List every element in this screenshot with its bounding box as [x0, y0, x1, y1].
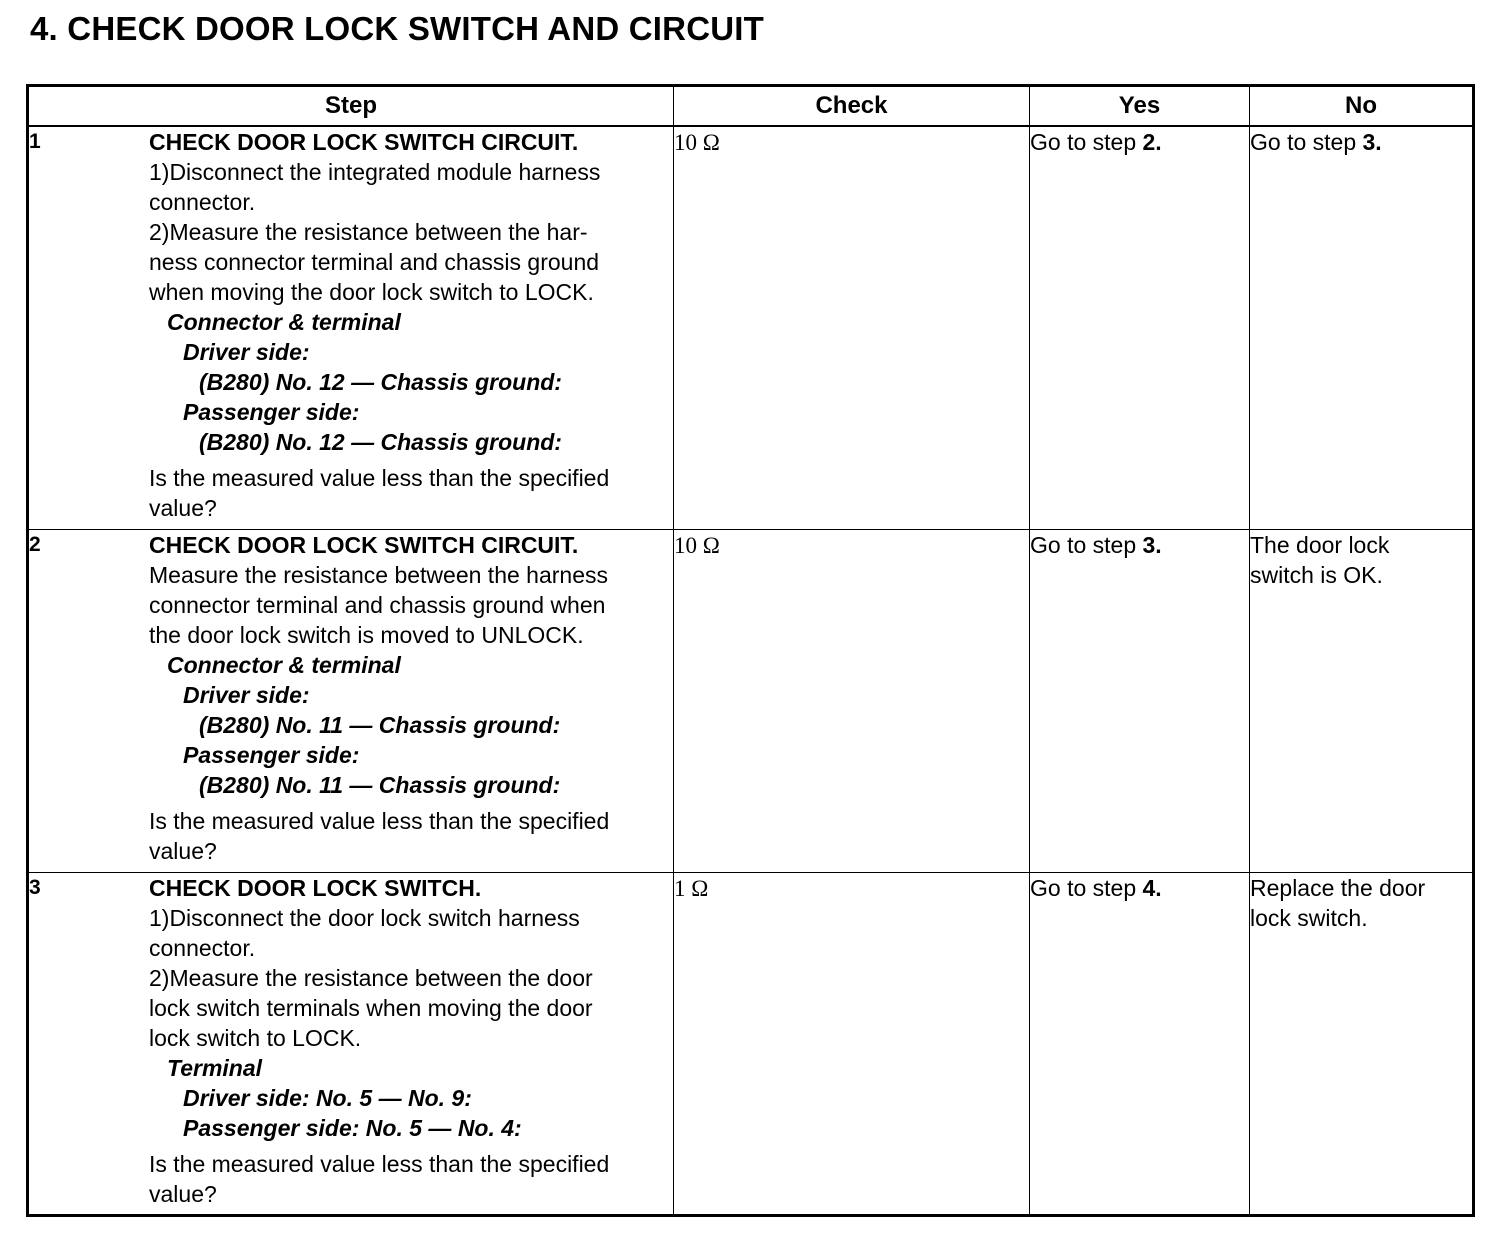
check-cell	[674, 872, 1030, 1215]
yes-step-ref: 3.	[1142, 531, 1162, 558]
step-question-end: value?	[149, 1180, 217, 1207]
check-cell	[674, 126, 1030, 529]
step-text-line: 2)Measure the resistance between the door	[149, 964, 593, 991]
spec-passenger-label: Passenger side:	[183, 741, 360, 768]
no-step-ref: 3.	[1362, 129, 1382, 155]
step-cell	[28, 529, 674, 872]
step-text-line: ness connector terminal and chassis ground	[149, 249, 600, 275]
step-text-line: Measure the resistance between the harness	[149, 561, 608, 588]
step-text-line: lock switch terminals when moving the door	[149, 994, 593, 1021]
step-heading: CHECK DOOR LOCK SWITCH CIRCUIT.	[149, 129, 579, 155]
no-text: Go to step	[1250, 129, 1363, 155]
yes-cell	[1030, 126, 1250, 529]
no-cell	[1250, 126, 1474, 529]
yes-cell	[1030, 529, 1250, 872]
spec-label: Connector & terminal	[167, 309, 401, 335]
step-question-end: value?	[149, 495, 217, 521]
no-cell	[1250, 872, 1474, 1215]
step-text-line: 1)Disconnect the door lock switch harness	[149, 904, 580, 931]
step-heading: CHECK DOOR LOCK SWITCH CIRCUIT.	[149, 531, 579, 558]
yes-text: Go to step	[1030, 531, 1143, 558]
spec-passenger-label: Passenger side:	[183, 399, 360, 425]
yes-step-ref: 4.	[1142, 874, 1162, 901]
table-header-row	[28, 86, 1474, 127]
spec-driver-label: Driver side:	[183, 681, 310, 708]
step-text-line: connector.	[149, 934, 256, 961]
check-value: 1 Ω	[674, 875, 709, 901]
step-text-line: 1)Disconnect the integrated module harness	[149, 159, 601, 185]
step-question-end: value?	[149, 837, 217, 864]
header-no: No	[1250, 86, 1474, 127]
spec-driver-value: (B280) No. 12 — Chassis ground:	[199, 369, 562, 395]
check-value: 10 Ω	[674, 532, 720, 558]
step-text-line: 2)Measure the resistance between the har-	[149, 219, 588, 245]
no-text-line: The door lock	[1250, 531, 1390, 558]
header-check: Check	[674, 86, 1030, 127]
check-cell	[674, 529, 1030, 872]
step-text-line: lock switch to LOCK.	[149, 1024, 362, 1051]
step-text-line: the door lock switch is moved to UNLOCK.	[149, 621, 584, 648]
step-body	[149, 127, 673, 523]
spec-passenger-value: Passenger side: No. 5 — No. 4:	[183, 1114, 522, 1141]
no-text-line: lock switch.	[1250, 904, 1368, 931]
step-question: Is the measured value less than the specified	[149, 807, 610, 834]
no-cell	[1250, 529, 1474, 872]
table-row	[28, 872, 1474, 1215]
page-title: 4. CHECK DOOR LOCK SWITCH AND CIRCUIT	[30, 10, 764, 47]
spec-passenger-value: (B280) No. 11 — Chassis ground:	[199, 771, 561, 798]
step-text-line: connector.	[149, 189, 256, 215]
spec-driver-value: (B280) No. 11 — Chassis ground:	[199, 711, 561, 738]
step-body	[149, 873, 673, 1209]
spec-driver-value: Driver side: No. 5 — No. 9:	[183, 1084, 472, 1111]
diagnostic-table	[26, 84, 1475, 1217]
step-text-line: connector terminal and chassis ground when	[149, 591, 606, 618]
no-text-line: switch is OK.	[1250, 561, 1383, 588]
step-cell	[28, 126, 674, 529]
step-body	[149, 530, 673, 866]
header-yes: Yes	[1030, 86, 1250, 127]
table-row	[28, 529, 1474, 872]
step-question: Is the measured value less than the specified	[149, 465, 610, 491]
step-number: 2	[29, 532, 41, 556]
step-text-line: when moving the door lock switch to LOCK.	[149, 279, 594, 305]
yes-cell	[1030, 872, 1250, 1215]
step-number: 3	[29, 875, 41, 899]
header-step: Step	[28, 86, 674, 127]
check-value: 10 Ω	[674, 130, 720, 155]
step-number: 1	[29, 130, 41, 153]
spec-driver-label: Driver side:	[183, 339, 310, 365]
spec-passenger-value: (B280) No. 12 — Chassis ground:	[199, 429, 562, 455]
yes-text: Go to step	[1030, 874, 1143, 901]
table-row	[28, 126, 1474, 529]
step-heading: CHECK DOOR LOCK SWITCH.	[149, 874, 482, 901]
spec-label: Terminal	[167, 1054, 263, 1081]
yes-text: Go to step	[1030, 129, 1143, 155]
step-cell	[28, 872, 674, 1215]
no-text-line: Replace the door	[1250, 874, 1426, 901]
spec-label: Connector & terminal	[167, 651, 401, 678]
yes-step-ref: 2.	[1142, 129, 1162, 155]
step-question: Is the measured value less than the specified	[149, 1150, 610, 1177]
